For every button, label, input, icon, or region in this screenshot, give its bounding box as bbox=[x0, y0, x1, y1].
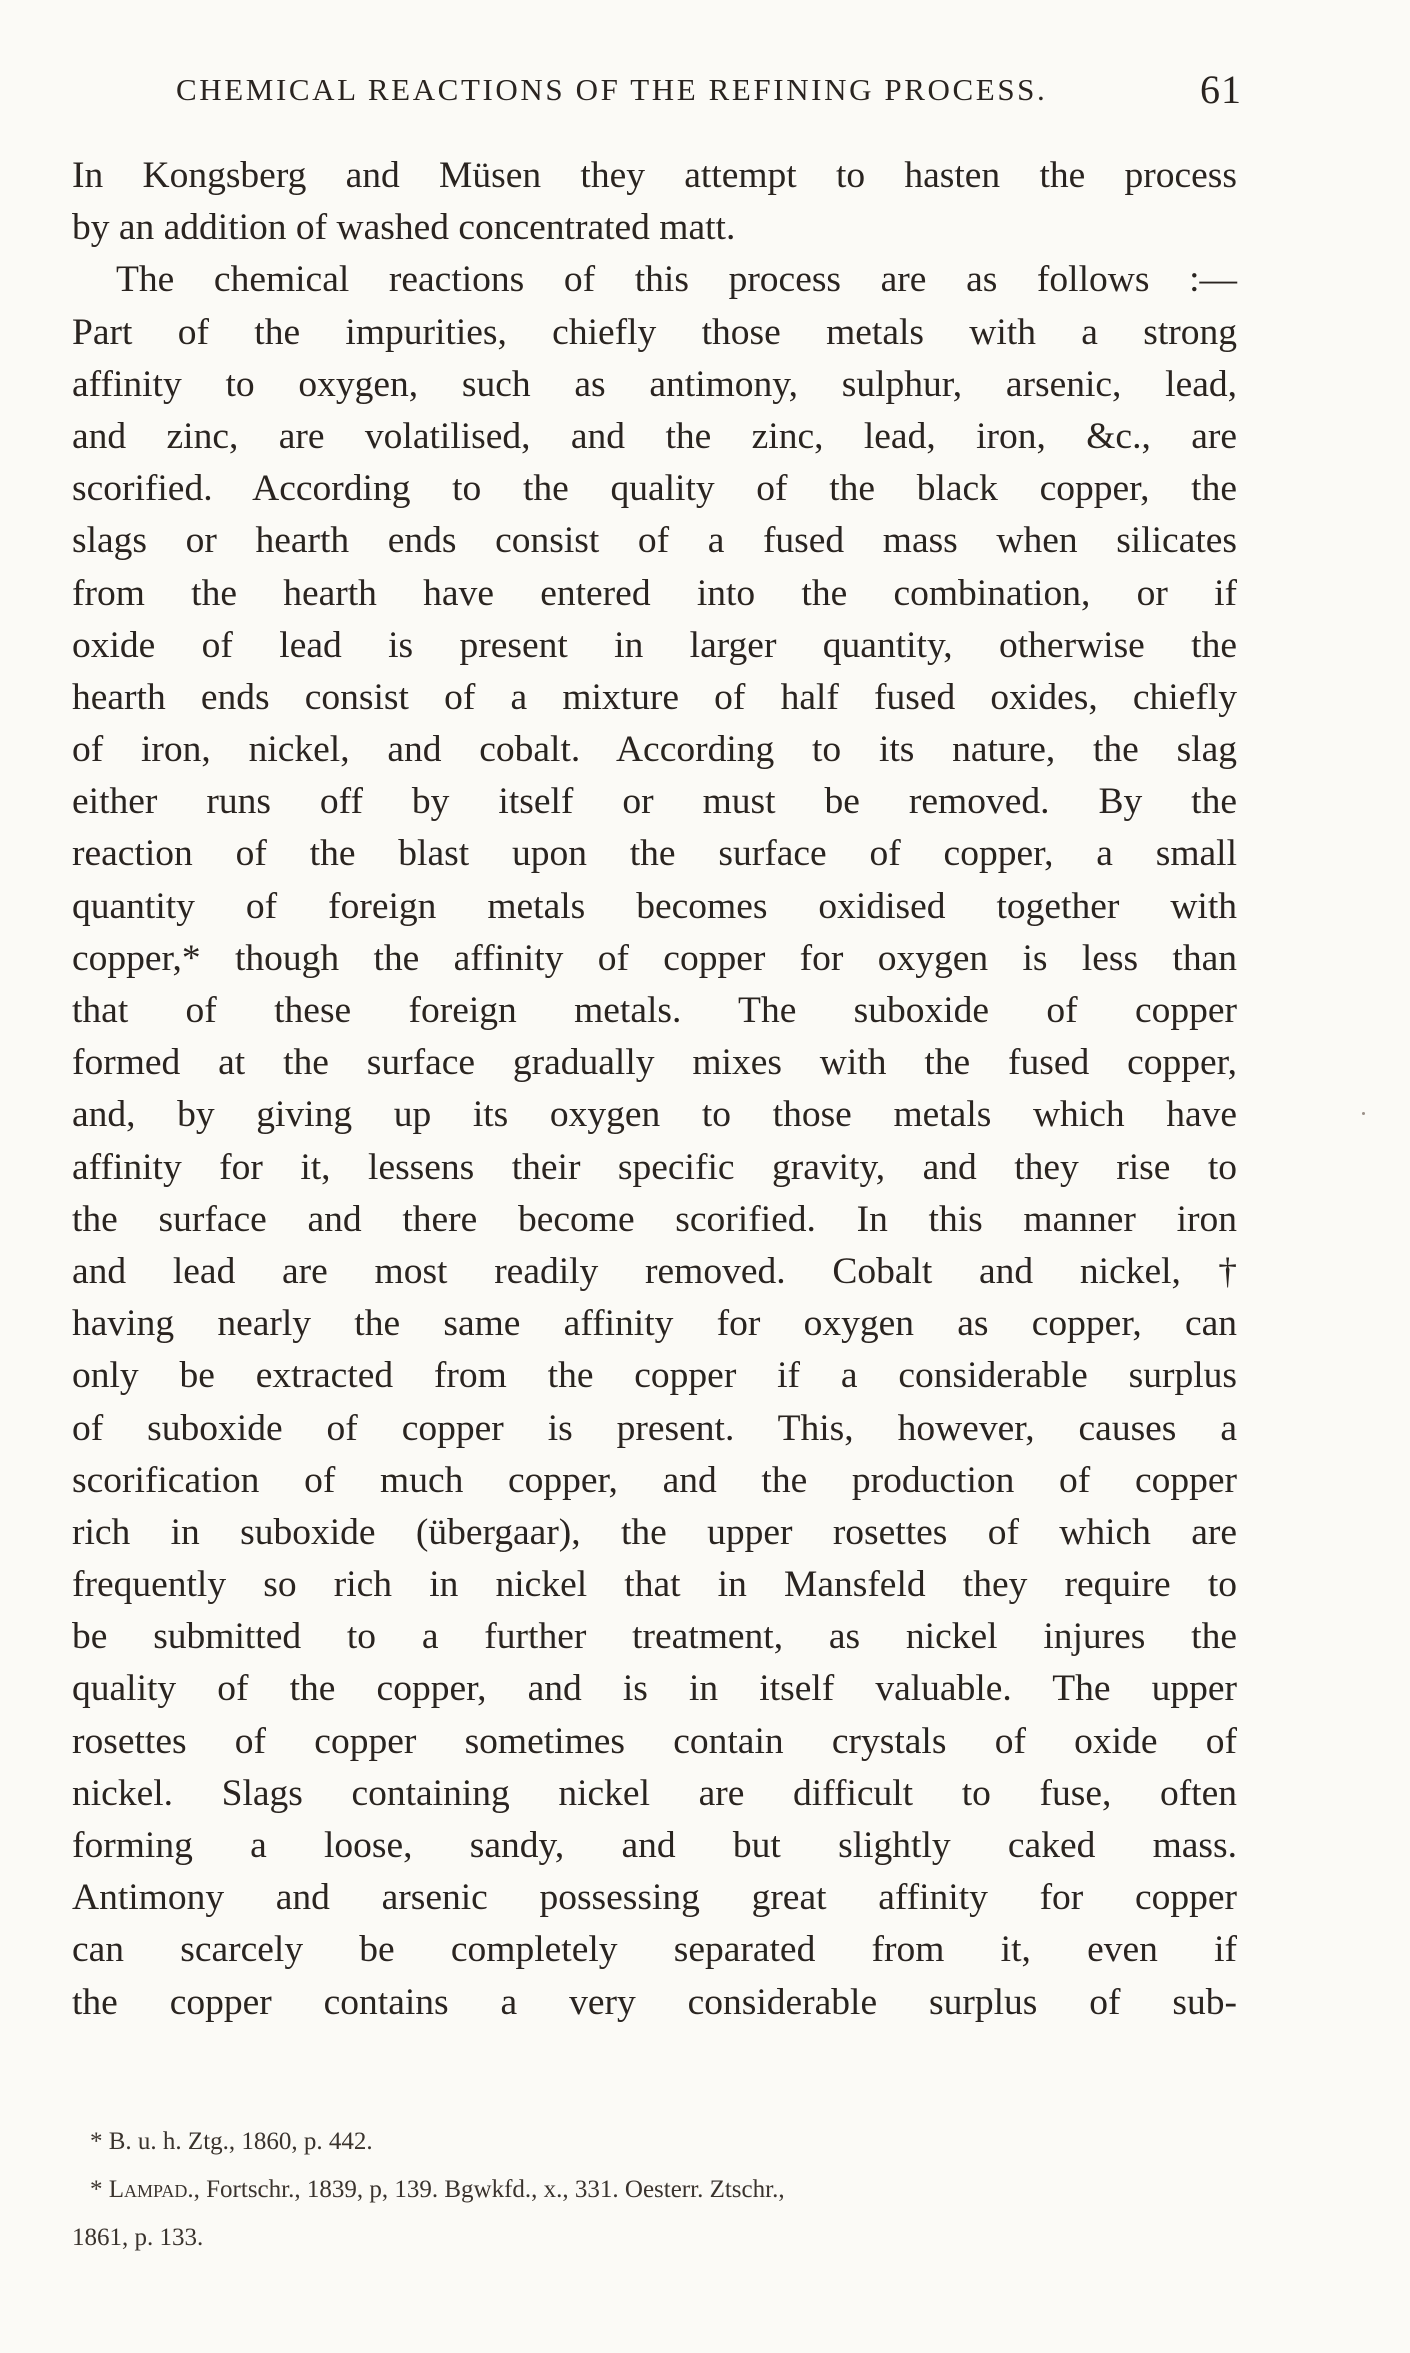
footnotes bbox=[72, 2118, 1252, 2262]
paper-speck bbox=[1362, 1112, 1365, 1115]
text-line: the copper contains a very considerable surplus of sub- bbox=[72, 1981, 1237, 2023]
text-line: copper,* though the affinity of copper for oxygen is less than bbox=[72, 937, 1237, 979]
text-line: scorified. According to the quality of the black copper, the bbox=[72, 468, 1237, 510]
footnote-1: * B. u. h. Ztg., 1860, p. 442. bbox=[90, 2128, 373, 2155]
text-line: affinity to oxygen, such as antimony, sulphur, arsenic, lead, bbox=[72, 363, 1237, 405]
text-line: can scarcely be completely separated from it, even if bbox=[72, 1929, 1237, 1971]
text-line: rosettes of copper sometimes contain crystals of oxide of bbox=[72, 1720, 1237, 1762]
text-line: The chemical reactions of this process are as follows :— bbox=[116, 259, 1237, 301]
text-line: and lead are most readily removed. Cobalt and nickel,† bbox=[72, 1250, 1237, 1292]
text-line: the surface and there become scorified. In this manner iron bbox=[72, 1198, 1237, 1240]
text-line: Part of the impurities, chiefly those metals with a strong bbox=[72, 311, 1237, 353]
text-line: reaction of the blast upon the surface of copper, a small bbox=[72, 833, 1237, 875]
text-line: affinity for it, lessens their specific gravity, and they rise to bbox=[72, 1146, 1237, 1188]
text-line: having nearly the same affinity for oxygen as copper, can bbox=[72, 1303, 1237, 1345]
text-line: and, by giving up its oxygen to those metals which have bbox=[72, 1094, 1237, 1136]
text-line: quantity of foreign metals becomes oxidised together with bbox=[72, 885, 1237, 927]
text-line: and zinc, are volatilised, and the zinc, lead, iron, &c., are bbox=[72, 415, 1237, 457]
footnote-2-text: Fortschr., 1839, p, 139. Bgwkfd., x., 331. Oesterr. Ztschr., bbox=[199, 2176, 785, 2203]
text-line: scorification of much copper, and the production of copper bbox=[72, 1459, 1237, 1501]
text-line: quality of the copper, and is in itself valuable. The upper bbox=[72, 1668, 1237, 1710]
text-line: be submitted to a further treatment, as nickel injures the bbox=[72, 1616, 1237, 1658]
text-line: nickel. Slags containing nickel are difficult to fuse, often bbox=[72, 1772, 1237, 1814]
footnote-2-author: * Lampad., bbox=[90, 2176, 200, 2203]
running-title: CHEMICAL REACTIONS OF THE REFINING PROCESS. bbox=[176, 72, 1048, 107]
body-text bbox=[72, 150, 1237, 2029]
page-number: 61 bbox=[1200, 67, 1242, 112]
text-line: either runs off by itself or must be removed. By the bbox=[72, 781, 1237, 823]
text-line: that of these foreign metals. The suboxide of copper bbox=[72, 990, 1237, 1031]
text-line: hearth ends consist of a mixture of half fused oxides, chiefly bbox=[72, 676, 1237, 718]
text-line: by an addition of washed concentrated matt. bbox=[72, 207, 736, 249]
footnote-2-continued: 1861, p. 133. bbox=[72, 2224, 204, 2251]
text-line: of iron, nickel, and cobalt. According to its nature, the slag bbox=[72, 729, 1237, 771]
text-line: In Kongsberg and Müsen they attempt to hasten the process bbox=[72, 155, 1237, 196]
footnote-2 bbox=[72, 2166, 1252, 2214]
text-line: of suboxide of copper is present. This, however, causes a bbox=[72, 1407, 1237, 1449]
text-line: from the hearth have entered into the combination, or if bbox=[72, 572, 1237, 614]
text-line: frequently so rich in nickel that in Mansfeld they require to bbox=[72, 1564, 1237, 1606]
text-line: rich in suboxide (übergaar), the upper rosettes of which are bbox=[72, 1511, 1237, 1553]
text-line: oxide of lead is present in larger quantity, otherwise the bbox=[72, 624, 1237, 666]
text-line: only be extracted from the copper if a considerable surplus bbox=[72, 1355, 1237, 1397]
running-head bbox=[72, 66, 1242, 116]
text-line: forming a loose, sandy, and but slightly caked mass. bbox=[72, 1825, 1237, 1866]
text-line: formed at the surface gradually mixes with the fused copper, bbox=[72, 1042, 1237, 1084]
text-line: slags or hearth ends consist of a fused mass when silicates bbox=[72, 520, 1237, 562]
text-line: Antimony and arsenic possessing great affinity for copper bbox=[72, 1877, 1237, 1919]
